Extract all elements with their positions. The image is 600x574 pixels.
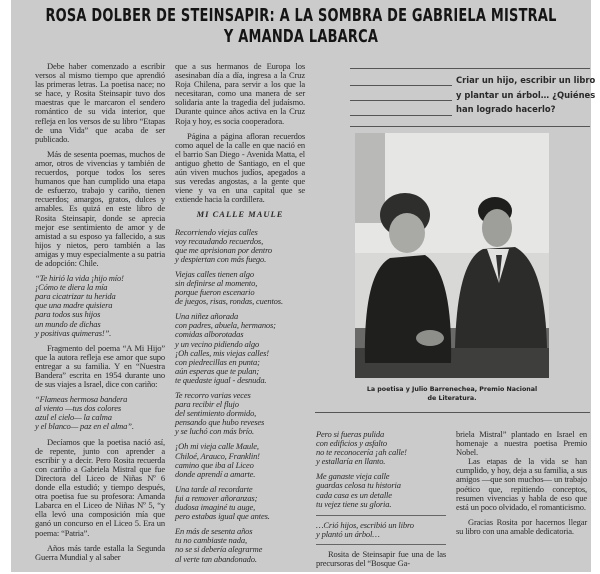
poem-stanza [316,430,446,466]
paragraph: que a sus hermanos de Europa los asesinaban día a día, ingresa a la Cruz Roja Chilena, para servir a los que la necesitaran, como una manera de ser solidaria ante la tragedia del judaísmo. Durante quince años activa en la Cruz Roja y hoy, es socia cooperadora. [175,61,305,126]
poem-line: “Flameas hermosa bandera [35,394,128,405]
poem-line: y el blanco— paz en el alma”. [35,421,134,432]
paragraph: Página a página afloran recuerdos como aquel de la calle en que nació en el barrio San Diego - Avenida Matta, el antiguo ghetto de Santiago, en el que aún viven muchos judíos, apegados a sus veredas angostas, a la gente que viene y va en una capital que se extiende hacia la cordillera. [175,130,305,205]
paragraph: briela Mistral” plantado en Israel en homenaje a nuestra poetisa Premio Nobel. [456,429,587,458]
poem-line: no te reconocería ¡ah calle! [316,447,407,458]
poem-line: En más de sesenta años [175,526,253,537]
rule [316,515,446,516]
rule [350,85,452,86]
poem-line: fui a remover añoranzas; [175,492,258,503]
poem-line: con padres, abuela, hermanos; [175,320,276,331]
woman-face [389,213,425,253]
poem-line: ¡Cómo te diera la mía [35,282,108,293]
poem-line: Chiloé, Arauco, Franklin! [175,450,260,461]
poem-line: para recibir el flujo [175,399,239,410]
rule [350,68,590,69]
poem-line: dudosa imaginé tu auge, [175,502,256,513]
poem-line: voy recaudando recuerdos, [175,235,264,246]
poem-line: y despiertan con más fuego. [175,253,267,264]
poem-line: donde aprendí a amarte. [175,468,256,479]
poem-line: tu vejez tiene su gloria. [316,498,392,509]
poem-line: ¡Oh mi vieja calle Maule, [175,441,259,452]
rule [316,544,446,545]
article-column-2 [175,62,305,570]
poem-line: no se si debería alegrarme [175,544,263,555]
poem-line: porque fueron escenario [175,287,255,298]
poem-line: cada casa es un detalle [316,489,392,500]
poem-line: Te recorro varias veces [175,390,251,400]
poem-line: Una niñez añorada [175,311,239,322]
caption-line: La poetisa y Julio Barrenechea, Premio Nacional [366,386,538,393]
poem-line: para todos sus hijos [35,309,101,320]
poem-line: de juegos, risas, rondas, cuentos. [175,296,283,307]
rule [315,412,590,413]
poem-line: que una madre quisiera [35,300,113,311]
poem-line: azul el cielo— la calma [35,412,112,423]
poem-mi-calle-maule [175,228,305,564]
poem-line: te quedaste igual - desnuda. [175,374,267,385]
poem-line: aún esperas que te pulan; [175,365,260,376]
article-column-1 [35,62,165,568]
rule [350,100,452,101]
poem-line: Pero si fueras pulida [316,429,385,439]
poem-line: para cicatrizar tu herida [35,291,116,302]
poem-line: con piedrecillas en punta; [175,356,260,367]
poem-line: pensando que hubo reveses [175,417,265,428]
poem-line: tu no cambiaste nada, [175,535,247,546]
poem-line: Recorriendo viejas calles [175,226,258,237]
poem-line: sin definirse al momento, [175,277,258,288]
paragraph: Más de sesenta poemas, muchos de amor, otros de vivencias y también de recuerdos, porque todos los seres humanos que han cumplido una etapa de esfuerzo, trabajo y cariño, tienen recuerdos; amargos, gratos, dulces y amables. Es quizá en este libro de Rosita Steinsapir, donde se aprecia mejor ese sentimiento de amor y de amistad a su esposo ya fallecido, a sus hijos y nietos, pero también a las amigas y muy especialmente a su patria de adopción: Chile. [35,148,165,268]
poem-line: que me aprisionan por dentro [175,244,273,255]
poem-line: pero estabas igual que antes. [175,511,270,522]
poem-stanza [175,485,305,521]
paragraph: Años más tarde estalla la Segunda Guerra Mundial y al saber [35,542,165,562]
closing-quote [316,521,446,539]
poem-stanza [175,270,305,306]
pull-quote-line: han logrado hacerlo? [456,104,556,114]
rule [350,115,452,116]
poem-line: y un vecino pidiendo algo [175,338,260,349]
poem-stanza [316,472,446,508]
poem-title: MI CALLE MAULE [196,209,284,220]
headline-line-1: ROSA DOLBER DE STEINSAPIR: A LA SOMBRA DE GABRIELA MISTRAL [45,5,557,26]
paragraph: Rosita de Steinsapir fue una de las precursoras del “Bosque Ga- [316,548,446,569]
poem-line: guardas celosa tu historia [316,480,401,491]
article-column-4 [456,430,587,542]
rule [350,126,590,127]
poem-stanza [175,312,305,385]
caption-line: de Literatura. [427,395,477,402]
poem-line: Me ganaste vieja calle [316,471,390,482]
poem-line: y estallaría en llanto. [316,456,386,467]
poem-nuestra-bandera [35,395,165,431]
poem-stanza [175,442,305,478]
poem-stanza [175,527,305,563]
woman-dress [365,255,451,363]
poem-line: un mundo de dichas [35,318,101,329]
poem-line: con edificios y asfalto [316,438,387,449]
poem-line: ¡Oh calles, mis viejas calles! [175,347,269,358]
poem-line: y positivas quimeras!”. [35,327,112,338]
pull-quote [456,73,596,117]
paragraph: Gracias Rosita por hacernos llegar su libro con una amable dedicatoria. [456,516,587,536]
man-face [482,209,512,247]
poem-line: “Te hirió la vida ¡hijo mío! [35,273,124,284]
headline [6,5,596,47]
quote-line: …Crió hijos, escribió un libro [316,519,414,530]
poem-stanza [175,228,305,264]
poem-line: Una tarde al recordarte [175,483,253,494]
poem-line: al viento —tus dos colores [35,403,121,414]
quote-line: y plantó un árbol… [316,528,380,539]
poem-line: Viejas calles tienen algo [175,268,254,279]
paragraph: Decíamos que la poetisa nació así, de repente, junto con aprender a escribir y a decir. Pero Rosita recuerda con cariño a Gabriela Mistral que fue Directora del Liceo de Niñas Nº 6 donde ella estudió; y tiempo después, otra poetisa fue su profesora: Amanda Labarca en el Liceo de Niñas Nº 5, “y ella levó una composición mía que ganó un concurso en el Liceo 5. Era un poema: “Patria”. [35,436,165,538]
paragraph: Las etapas de la vida se han cumplido, y hoy, deja a su familia, a sus amigos —que son muchos— un trabajo poético que, repitiendo conceptos, resumen vivencias y habla de eso que está un poco olvidado, el romanticismo. [456,456,587,512]
headline-line-2: Y AMANDA LABARCA [223,26,379,47]
pull-quote-line: Criar un hijo, escribir un libro [456,75,596,85]
pull-quote-line: y plantar un árbol… ¿Quiénes [456,89,596,100]
photo-caption [355,385,549,403]
poem-stanza [175,391,305,436]
article-column-3 [316,430,446,574]
paragraph: Debe haber comenzado a escribir versos al mismo tiempo que aprendió las primeras letras. La poetisa nace; no se hace, y Rosita Steinsapir tuvo dos maestras que le marcaron el sendero romántico de su vida interior, que refleja en los versos de su libro “Etapas de una Vida” que acaba de ser publicado. [35,61,165,144]
photo-poet-and-julio-barrenechea [355,133,549,378]
paragraph: Fragmento del poema “A Mi Hijo” que la autora refleja ese amor que supo entregar a su familia. Y en “Nuestra Bandera” escrita en 1954 durante uno de sus viajes a Israel, dice con cariño: [35,342,165,390]
poem-line: comidas alborotadas [175,329,244,340]
poem-line: del sentimiento dormido, [175,408,257,419]
poem-line: al verte tan abandonado. [175,553,257,564]
poem-line: camino que iba al Liceo [175,459,254,470]
poem-line: y se luchó con más brío. [175,426,255,437]
poem-a-mi-hijo [35,274,165,338]
